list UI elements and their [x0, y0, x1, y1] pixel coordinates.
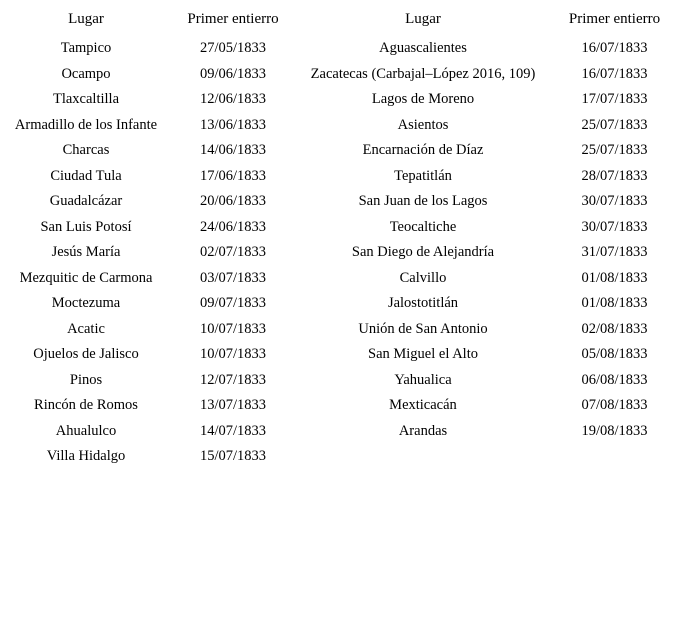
cell-place-right: Lagos de Moreno — [371, 91, 475, 108]
cell-date-left: 20/06/1833 — [199, 193, 267, 210]
cell-place-left: Ocampo — [61, 65, 111, 82]
cell-place-left: Moctezuma — [51, 295, 121, 312]
cell-place-right: Tepatitlán — [394, 167, 452, 184]
cell-date-left: 02/07/1833 — [199, 244, 267, 261]
table-row — [0, 393, 677, 418]
table-row — [0, 113, 677, 138]
cell-place-right: Aguascalientes — [379, 40, 467, 57]
column-header-date-left: Primer entierro — [187, 11, 279, 27]
cell-place-right — [294, 444, 552, 469]
cell-date-left: 12/06/1833 — [199, 91, 267, 108]
cell-place-right: San Diego de Alejandría — [351, 244, 495, 261]
cell-place-right: Encarnación de Díaz — [362, 142, 484, 159]
cell-place-right: Mexticacán — [389, 397, 457, 414]
cell-date-right: 31/07/1833 — [581, 244, 648, 261]
cell-place-right: Jalostotitlán — [387, 295, 459, 312]
cell-place-left: Acatic — [67, 320, 105, 337]
cell-place-left: Ciudad Tula — [50, 167, 122, 184]
cell-date-left: 17/06/1833 — [199, 167, 267, 184]
cell-date-right: 01/08/1833 — [581, 269, 648, 286]
cell-date-left: 13/06/1833 — [199, 116, 267, 133]
table-row — [0, 87, 677, 112]
cell-place-left: Armadillo de los Infante — [14, 116, 158, 133]
cell-date-left: 12/07/1833 — [199, 371, 267, 388]
cell-date-right: 30/07/1833 — [581, 218, 648, 235]
cell-date-right: 17/07/1833 — [581, 91, 648, 108]
cell-place-left: Ojuelos de Jalisco — [33, 346, 139, 363]
cell-date-left: 13/07/1833 — [199, 397, 267, 414]
cell-date-right: 16/07/1833 — [581, 65, 648, 82]
table-header-row — [0, 6, 677, 36]
cell-date-right: 06/08/1833 — [581, 371, 648, 388]
cell-date-left: 10/07/1833 — [199, 320, 267, 337]
table-row — [0, 189, 677, 214]
table-row — [0, 138, 677, 163]
table-row — [0, 444, 677, 469]
cell-place-left: Tlaxcaltilla — [52, 91, 120, 108]
cell-date-right: 07/08/1833 — [581, 397, 648, 414]
column-header-date-right: Primer entierro — [568, 11, 661, 27]
table-row — [0, 368, 677, 393]
cell-place-right: San Miguel el Alto — [368, 346, 478, 363]
cell-date-left: 24/06/1833 — [199, 218, 267, 235]
cell-date-left: 27/05/1833 — [199, 40, 267, 57]
table-row — [0, 36, 677, 61]
cell-date-right: 16/07/1833 — [581, 40, 648, 57]
cell-place-right: San Juan de los Lagos — [358, 193, 488, 210]
cell-place-left: Rincón de Romos — [34, 397, 138, 414]
cell-date-right: 28/07/1833 — [581, 167, 648, 184]
table-row — [0, 240, 677, 265]
cell-date-left: 09/06/1833 — [199, 65, 267, 82]
table-row — [0, 291, 677, 316]
cell-place-right: Unión de San Antonio — [358, 320, 488, 337]
column-header-place-right: Lugar — [405, 11, 441, 27]
cell-place-right: Calvillo — [399, 269, 447, 286]
table-body — [0, 36, 677, 469]
cell-place-right: Teocaltiche — [389, 218, 457, 235]
table-row — [0, 164, 677, 189]
cell-date-right: 30/07/1833 — [581, 193, 648, 210]
cell-place-left: Charcas — [62, 142, 110, 159]
cell-date-right: 01/08/1833 — [581, 295, 648, 312]
cell-place-left: Mezquitic de Carmona — [19, 269, 153, 286]
cell-date-right: 02/08/1833 — [581, 320, 648, 337]
cell-place-left: San Luis Potosí — [40, 218, 132, 235]
cell-place-left: Villa Hidalgo — [46, 448, 126, 465]
cell-place-right: Zacatecas (Carbajal–López 2016, 109) — [310, 65, 536, 82]
table-row — [0, 419, 677, 444]
cell-date-left: 03/07/1833 — [199, 269, 267, 286]
cell-date-right: 19/08/1833 — [581, 422, 648, 439]
burial-records-table — [0, 6, 677, 470]
cell-date-right: 25/07/1833 — [581, 116, 648, 133]
cell-place-left: Ahualulco — [55, 422, 117, 439]
cell-place-right: Arandas — [398, 422, 448, 439]
cell-date-left: 14/06/1833 — [199, 142, 267, 159]
cell-date-right — [552, 444, 677, 469]
table-header — [0, 6, 677, 36]
cell-date-left: 10/07/1833 — [199, 346, 267, 363]
cell-date-right: 05/08/1833 — [581, 346, 648, 363]
column-header-place-left: Lugar — [68, 11, 104, 27]
cell-place-left: Tampico — [60, 40, 112, 57]
cell-date-left: 09/07/1833 — [199, 295, 267, 312]
table-row — [0, 62, 677, 87]
cell-place-left: Jesús María — [51, 244, 121, 261]
cell-place-right: Yahualica — [394, 371, 452, 388]
cell-date-left: 14/07/1833 — [199, 422, 267, 439]
cell-date-left: 15/07/1833 — [199, 448, 267, 465]
cell-place-left: Pinos — [69, 371, 103, 388]
table-row — [0, 342, 677, 367]
table-row — [0, 266, 677, 291]
cell-place-right: Asientos — [397, 116, 449, 133]
table-row — [0, 317, 677, 342]
cell-date-right: 25/07/1833 — [581, 142, 648, 159]
cell-place-left: Guadalcázar — [49, 193, 123, 210]
table-row — [0, 215, 677, 240]
